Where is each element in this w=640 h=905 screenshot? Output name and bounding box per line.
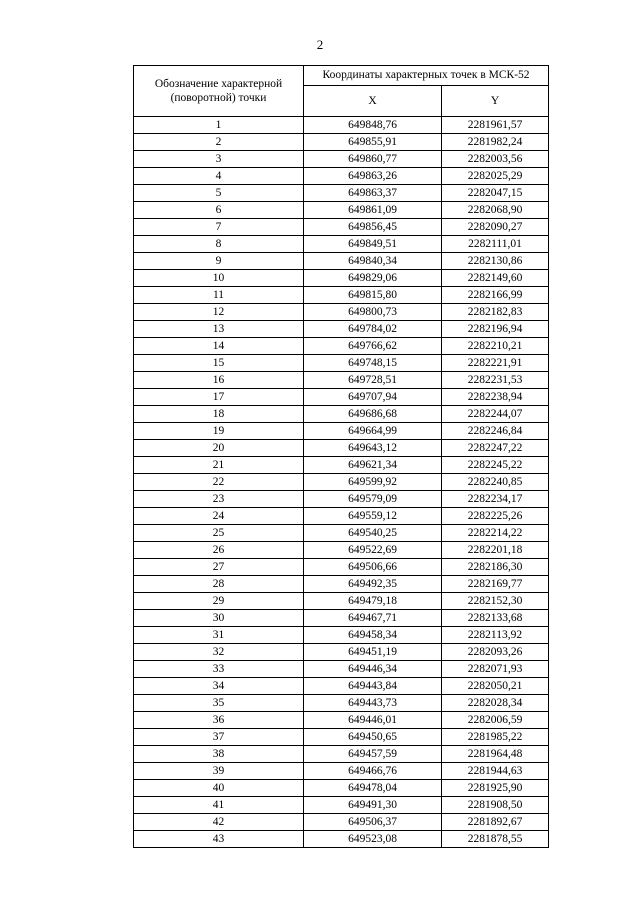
- cell-x: 649815,80: [304, 287, 442, 304]
- cell-point-number: 28: [134, 576, 304, 593]
- cell-point-number: 30: [134, 610, 304, 627]
- table-row: [134, 117, 549, 134]
- cell-y: 2282047,15: [442, 185, 549, 202]
- cell-point-number: 18: [134, 406, 304, 423]
- table-row: [134, 474, 549, 491]
- cell-y: 2281982,24: [442, 134, 549, 151]
- cell-x: 649766,62: [304, 338, 442, 355]
- cell-point-number: 23: [134, 491, 304, 508]
- cell-x: 649621,34: [304, 457, 442, 474]
- cell-x: 649643,12: [304, 440, 442, 457]
- cell-x: 649784,02: [304, 321, 442, 338]
- cell-x: 649860,77: [304, 151, 442, 168]
- cell-point-number: 25: [134, 525, 304, 542]
- table-row: [134, 644, 549, 661]
- cell-point-number: 5: [134, 185, 304, 202]
- cell-x: 649863,26: [304, 168, 442, 185]
- cell-x: 649840,34: [304, 253, 442, 270]
- cell-point-number: 9: [134, 253, 304, 270]
- cell-x: 649728,51: [304, 372, 442, 389]
- cell-point-number: 37: [134, 729, 304, 746]
- cell-point-number: 11: [134, 287, 304, 304]
- table-row: [134, 338, 549, 355]
- cell-y: 2281985,22: [442, 729, 549, 746]
- table-header: [134, 66, 549, 117]
- cell-y: 2282090,27: [442, 219, 549, 236]
- cell-y: 2281944,63: [442, 763, 549, 780]
- table-row: [134, 219, 549, 236]
- cell-point-number: 29: [134, 593, 304, 610]
- cell-point-number: 7: [134, 219, 304, 236]
- cell-x: 649855,91: [304, 134, 442, 151]
- cell-point-number: 4: [134, 168, 304, 185]
- cell-point-number: 43: [134, 831, 304, 848]
- cell-point-number: 16: [134, 372, 304, 389]
- cell-y: 2282003,56: [442, 151, 549, 168]
- cell-point-number: 17: [134, 389, 304, 406]
- cell-y: 2282169,77: [442, 576, 549, 593]
- cell-point-number: 41: [134, 797, 304, 814]
- page-number: 2: [316, 37, 324, 52]
- cell-x: 649458,34: [304, 627, 442, 644]
- cell-y: 2282113,92: [442, 627, 549, 644]
- table-row: [134, 763, 549, 780]
- header-point-designation: Обозначение характерной (поворотной) точки: [134, 66, 304, 117]
- table-row: [134, 321, 549, 338]
- cell-point-number: 20: [134, 440, 304, 457]
- table-row: [134, 661, 549, 678]
- table-row: [134, 406, 549, 423]
- table-row: [134, 678, 549, 695]
- cell-x: 649478,04: [304, 780, 442, 797]
- cell-x: 649479,18: [304, 593, 442, 610]
- cell-y: 2282130,86: [442, 253, 549, 270]
- cell-y: 2282025,29: [442, 168, 549, 185]
- table-row: [134, 423, 549, 440]
- cell-y: 2282234,17: [442, 491, 549, 508]
- cell-y: 2282152,30: [442, 593, 549, 610]
- table-row: [134, 797, 549, 814]
- cell-y: 2282238,94: [442, 389, 549, 406]
- cell-point-number: 39: [134, 763, 304, 780]
- cell-x: 649664,99: [304, 423, 442, 440]
- cell-x: 649707,94: [304, 389, 442, 406]
- cell-point-number: 31: [134, 627, 304, 644]
- cell-x: 649451,19: [304, 644, 442, 661]
- cell-y: 2282247,22: [442, 440, 549, 457]
- table-row: [134, 712, 549, 729]
- cell-y: 2282196,94: [442, 321, 549, 338]
- table-row: [134, 304, 549, 321]
- cell-x: 649849,51: [304, 236, 442, 253]
- table-row: [134, 287, 549, 304]
- cell-point-number: 3: [134, 151, 304, 168]
- cell-y: 2282071,93: [442, 661, 549, 678]
- table-row: [134, 610, 549, 627]
- table-row: [134, 236, 549, 253]
- cell-y: 2282149,60: [442, 270, 549, 287]
- cell-y: 2282240,85: [442, 474, 549, 491]
- cell-point-number: 21: [134, 457, 304, 474]
- cell-x: 649466,76: [304, 763, 442, 780]
- cell-y: 2281892,67: [442, 814, 549, 831]
- table-row: [134, 202, 549, 219]
- cell-y: 2282246,84: [442, 423, 549, 440]
- table-row: [134, 457, 549, 474]
- cell-y: 2281925,90: [442, 780, 549, 797]
- cell-x: 649443,84: [304, 678, 442, 695]
- cell-y: 2282093,26: [442, 644, 549, 661]
- coordinates-table: [133, 65, 549, 848]
- table-row: [134, 440, 549, 457]
- cell-y: 2282186,30: [442, 559, 549, 576]
- table-row: [134, 168, 549, 185]
- table-row: [134, 389, 549, 406]
- header-coordinates: Координаты характерных точек в МСК-52: [304, 66, 549, 86]
- table-row: [134, 542, 549, 559]
- cell-x: 649506,66: [304, 559, 442, 576]
- cell-point-number: 19: [134, 423, 304, 440]
- cell-x: 649443,73: [304, 695, 442, 712]
- cell-y: 2282214,22: [442, 525, 549, 542]
- cell-y: 2281908,50: [442, 797, 549, 814]
- cell-x: 649686,68: [304, 406, 442, 423]
- cell-y: 2282244,07: [442, 406, 549, 423]
- cell-x: 649748,15: [304, 355, 442, 372]
- cell-y: 2282166,99: [442, 287, 549, 304]
- table-row: [134, 372, 549, 389]
- table-row: [134, 729, 549, 746]
- cell-point-number: 26: [134, 542, 304, 559]
- header-y: Y: [442, 86, 549, 117]
- cell-point-number: 42: [134, 814, 304, 831]
- cell-y: 2282231,53: [442, 372, 549, 389]
- cell-x: 649579,09: [304, 491, 442, 508]
- cell-x: 649800,73: [304, 304, 442, 321]
- cell-x: 649861,09: [304, 202, 442, 219]
- cell-point-number: 24: [134, 508, 304, 525]
- cell-x: 649450,65: [304, 729, 442, 746]
- cell-y: 2282111,01: [442, 236, 549, 253]
- table-row: [134, 576, 549, 593]
- cell-y: 2281878,55: [442, 831, 549, 848]
- cell-x: 649599,92: [304, 474, 442, 491]
- cell-point-number: 15: [134, 355, 304, 372]
- table-row: [134, 270, 549, 287]
- table-body: [134, 117, 549, 848]
- cell-y: 2281964,48: [442, 746, 549, 763]
- cell-y: 2282068,90: [442, 202, 549, 219]
- cell-x: 649559,12: [304, 508, 442, 525]
- cell-y: 2282182,83: [442, 304, 549, 321]
- cell-x: 649446,34: [304, 661, 442, 678]
- table-row: [134, 508, 549, 525]
- cell-x: 649467,71: [304, 610, 442, 627]
- cell-x: 649540,25: [304, 525, 442, 542]
- cell-x: 649491,30: [304, 797, 442, 814]
- cell-point-number: 2: [134, 134, 304, 151]
- cell-x: 649829,06: [304, 270, 442, 287]
- table-row: [134, 525, 549, 542]
- table-row: [134, 780, 549, 797]
- cell-y: 2282133,68: [442, 610, 549, 627]
- cell-point-number: 1: [134, 117, 304, 134]
- cell-point-number: 40: [134, 780, 304, 797]
- header-row-top: [134, 66, 549, 86]
- table-row: [134, 814, 549, 831]
- cell-y: 2281961,57: [442, 117, 549, 134]
- table-row: [134, 695, 549, 712]
- cell-y: 2282006,59: [442, 712, 549, 729]
- table-row: [134, 559, 549, 576]
- cell-x: 649848,76: [304, 117, 442, 134]
- cell-x: 649506,37: [304, 814, 442, 831]
- table-row: [134, 627, 549, 644]
- cell-x: 649856,45: [304, 219, 442, 236]
- cell-point-number: 10: [134, 270, 304, 287]
- cell-point-number: 14: [134, 338, 304, 355]
- cell-point-number: 33: [134, 661, 304, 678]
- cell-x: 649522,69: [304, 542, 442, 559]
- table-row: [134, 355, 549, 372]
- table-row: [134, 253, 549, 270]
- cell-point-number: 13: [134, 321, 304, 338]
- header-x: X: [304, 86, 442, 117]
- table-row: [134, 831, 549, 848]
- cell-point-number: 22: [134, 474, 304, 491]
- cell-x: 649457,59: [304, 746, 442, 763]
- cell-y: 2282201,18: [442, 542, 549, 559]
- table-row: [134, 491, 549, 508]
- cell-x: 649863,37: [304, 185, 442, 202]
- cell-y: 2282245,22: [442, 457, 549, 474]
- cell-y: 2282210,21: [442, 338, 549, 355]
- cell-point-number: 27: [134, 559, 304, 576]
- cell-point-number: 32: [134, 644, 304, 661]
- table-row: [134, 185, 549, 202]
- cell-point-number: 38: [134, 746, 304, 763]
- cell-y: 2282221,91: [442, 355, 549, 372]
- cell-point-number: 12: [134, 304, 304, 321]
- cell-point-number: 6: [134, 202, 304, 219]
- table-row: [134, 134, 549, 151]
- cell-point-number: 35: [134, 695, 304, 712]
- cell-x: 649446,01: [304, 712, 442, 729]
- cell-x: 649492,35: [304, 576, 442, 593]
- table-row: [134, 151, 549, 168]
- cell-y: 2282050,21: [442, 678, 549, 695]
- cell-y: 2282028,34: [442, 695, 549, 712]
- table-row: [134, 593, 549, 610]
- cell-y: 2282225,26: [442, 508, 549, 525]
- cell-point-number: 36: [134, 712, 304, 729]
- cell-x: 649523,08: [304, 831, 442, 848]
- cell-point-number: 34: [134, 678, 304, 695]
- table-row: [134, 746, 549, 763]
- cell-point-number: 8: [134, 236, 304, 253]
